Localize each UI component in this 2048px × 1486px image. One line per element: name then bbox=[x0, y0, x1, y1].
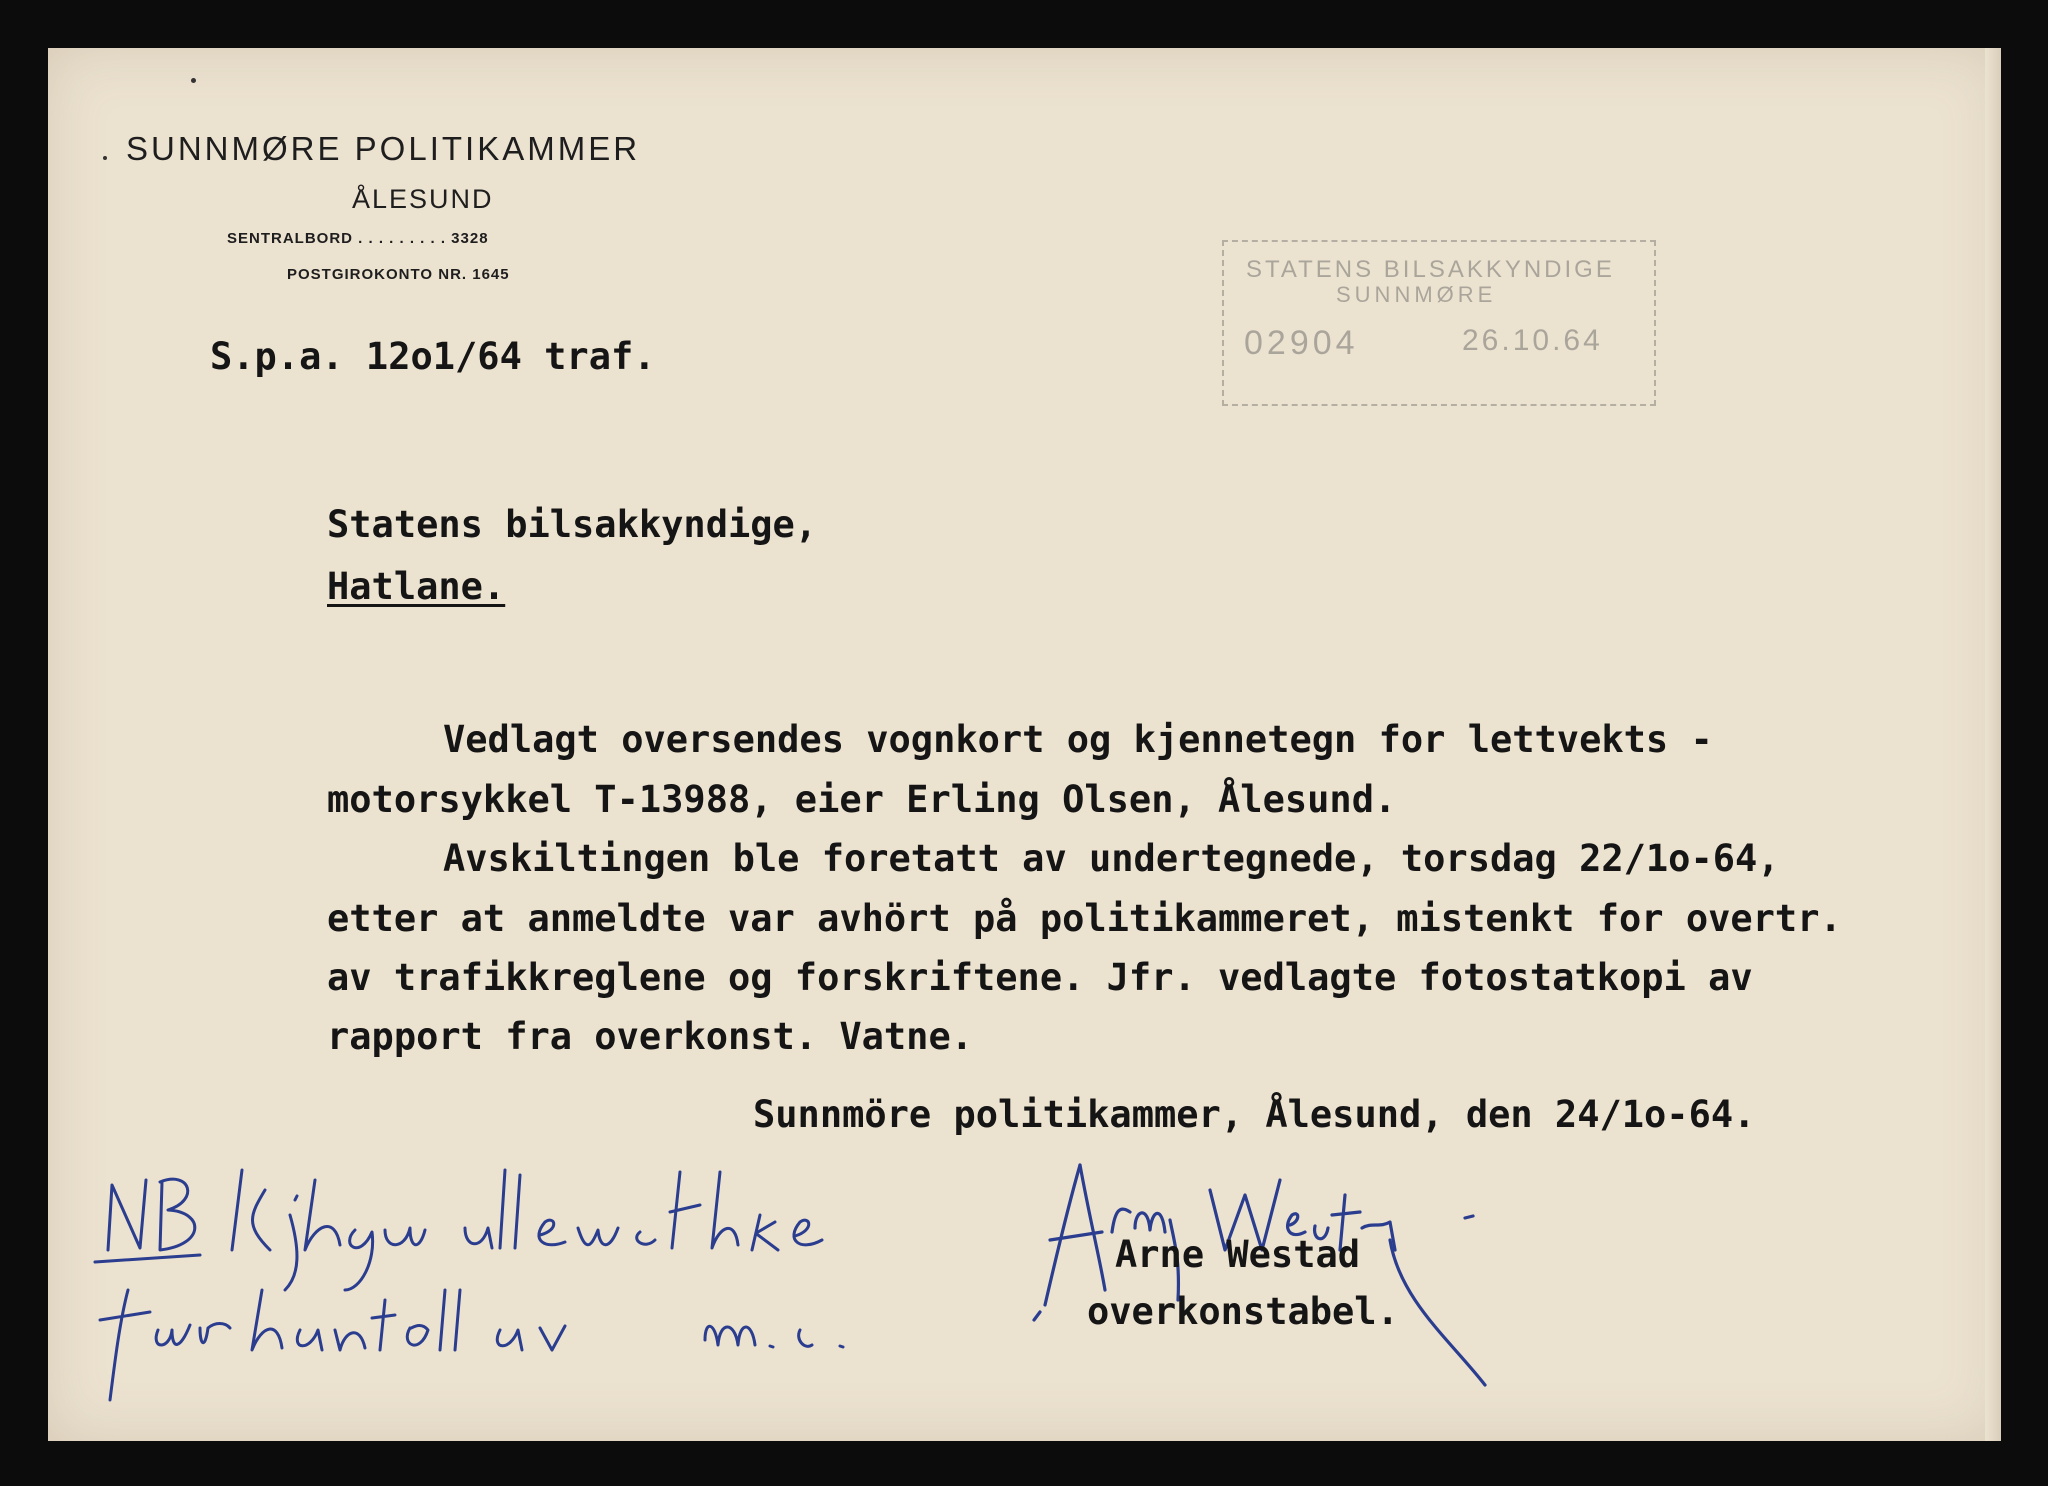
closing-line: Sunnmöre politikammer, Ålesund, den 24/1o-64. bbox=[753, 1093, 1756, 1136]
stamp-line2: SUNNMØRE bbox=[1336, 282, 1497, 307]
stamp-date: 26.10.64 bbox=[1462, 324, 1603, 357]
letterhead-title: SUNNMØRE POLITIKAMMER bbox=[126, 130, 641, 167]
handwritten-note-line1 bbox=[95, 1170, 822, 1290]
letterhead-giro: POSTGIROKONTO NR. 1645 bbox=[287, 266, 510, 283]
recipient-line2: Hatlane. bbox=[327, 565, 506, 608]
body-line-2: motorsykkel T-13988, eier Erling Olsen, Ålesund. bbox=[327, 778, 1397, 821]
body-line-4: etter at anmeldte var avhört på politikammeret, mistenkt for overtr. bbox=[327, 897, 1842, 940]
body-line-1: Vedlagt oversendes vognkort og kjennetegn for lettvekts - bbox=[443, 718, 1713, 761]
handwritten-note-line2 bbox=[100, 1290, 843, 1400]
recipient-line1: Statens bilsakkyndige, bbox=[327, 503, 818, 546]
signature-name: Arne Westad bbox=[1115, 1233, 1361, 1276]
signature-title: overkonstabel. bbox=[1087, 1290, 1399, 1333]
letterhead-city: ÅLESUND bbox=[352, 184, 494, 214]
body-line-6: rapport fra overkonst. Vatne. bbox=[327, 1015, 974, 1058]
letterhead-switchboard: SENTRALBORD . . . . . . . . . 3328 bbox=[227, 230, 489, 247]
reference-number: S.p.a. 12o1/64 traf. bbox=[210, 335, 656, 378]
stamp-number: 02904 bbox=[1244, 324, 1359, 362]
body-line-3: Avskiltingen ble foretatt av undertegnede, torsdag 22/1o-64, bbox=[443, 837, 1780, 880]
body-line-5: av trafikkreglene og forskriftene. Jfr. vedlagte fotostatkopi av bbox=[327, 956, 1753, 999]
stamp-line1: STATENS BILSAKKYNDIGE bbox=[1246, 256, 1615, 283]
